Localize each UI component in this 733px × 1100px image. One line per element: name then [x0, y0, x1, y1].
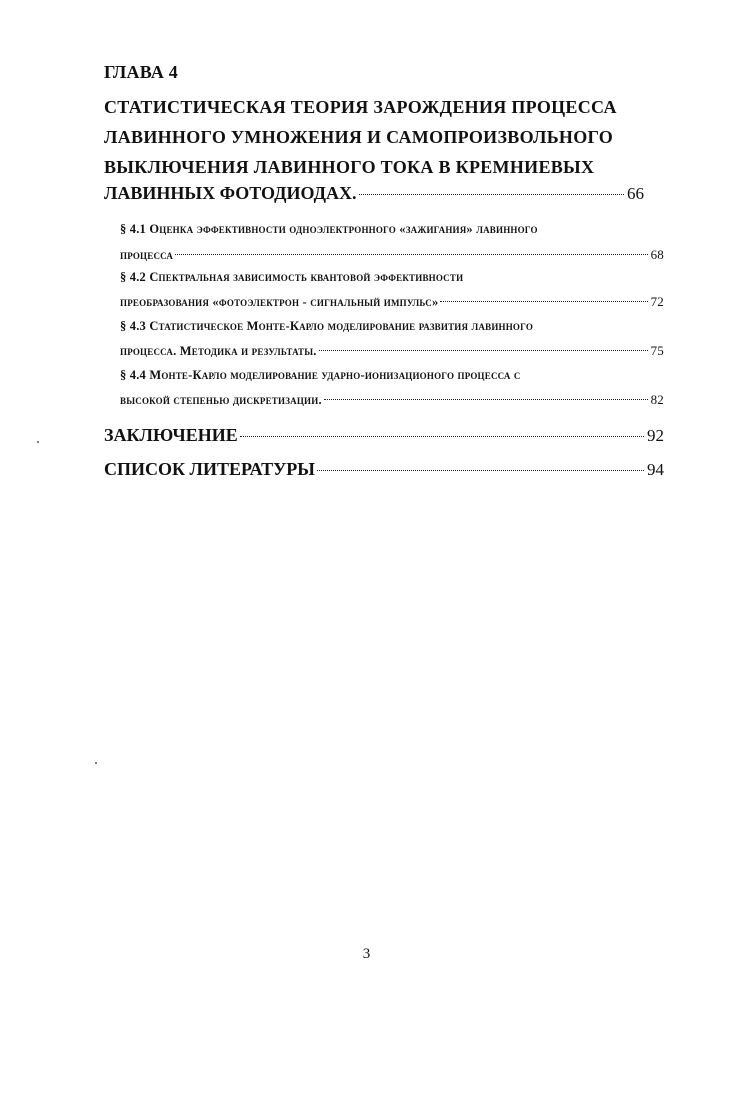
chapter-title-line-3: ВЫКЛЮЧЕНИЯ ЛАВИННОГО ТОКА В КРЕМНИЕВЫХ [104, 157, 595, 177]
dot-leader [440, 301, 647, 302]
toc-section-4-4-line2: высокой степенью дискретизации. [120, 393, 322, 407]
toc-entry-references[interactable] [104, 459, 664, 480]
dot-leader [359, 194, 624, 195]
dot-leader [240, 436, 644, 437]
chapter-label: ГЛАВА 4 [104, 62, 178, 82]
page-ref-section-4-1: 68 [650, 247, 664, 262]
references-title: СПИСОК ЛИТЕРАТУРЫ [104, 459, 315, 479]
toc-entry-section-4-4[interactable] [120, 392, 664, 408]
page-ref-section-4-2: 72 [650, 294, 664, 309]
page-ref-chapter-4: 66 [627, 184, 644, 203]
page-ref-section-4-3: 75 [650, 343, 664, 358]
dot-leader [324, 399, 648, 400]
scan-speck [37, 441, 39, 443]
toc-entry-section-4-2[interactable] [120, 294, 664, 310]
toc-section-4-1-line2: процесса [120, 248, 174, 262]
chapter-title-line-1: СТАТИСТИЧЕСКАЯ ТЕОРИЯ ЗАРОЖДЕНИЯ ПРОЦЕССА [104, 97, 617, 117]
conclusion-title: ЗАКЛЮЧЕНИЕ [104, 425, 238, 445]
dot-leader [175, 254, 647, 255]
page-ref-conclusion: 92 [647, 426, 664, 445]
dot-leader [317, 470, 644, 471]
page-ref-section-4-4: 82 [650, 392, 664, 407]
toc-entry-section-4-3[interactable] [120, 343, 664, 359]
chapter-title-line-4: ЛАВИННЫХ ФОТОДИОДАХ. [104, 183, 357, 203]
page-ref-references: 94 [647, 460, 664, 479]
scan-speck [95, 762, 97, 764]
page-number: 3 [362, 946, 371, 962]
toc-entry-section-4-1[interactable] [120, 247, 664, 263]
toc-entry-chapter-4[interactable] [104, 183, 644, 204]
toc-section-4-4-line1[interactable]: § 4.4 Монте-Карло моделирование ударно-ионизационого процесса с [120, 368, 521, 382]
chapter-title-line-2: ЛАВИННОГО УМНОЖЕНИЯ И САМОПРОИЗВОЛЬНОГО [104, 127, 614, 147]
toc-section-4-1-line1[interactable]: § 4.1 Оценка эффективности одноэлектронного «зажигания» лавинного [120, 222, 538, 236]
toc-section-4-3-line2: процесса. Методика и результаты. [120, 344, 317, 358]
toc-section-4-2-line1[interactable]: § 4.2 Спектральная зависимость квантовой эффективности [120, 270, 464, 284]
dot-leader [319, 350, 648, 351]
toc-section-4-2-line2: преобразования «фотоэлектрон - сигнальный импульс» [120, 295, 439, 309]
toc-section-4-3-line1[interactable]: § 4.3 Статистическое Монте-Карло моделирование развития лавинного [120, 319, 534, 333]
toc-entry-conclusion[interactable] [104, 425, 664, 446]
